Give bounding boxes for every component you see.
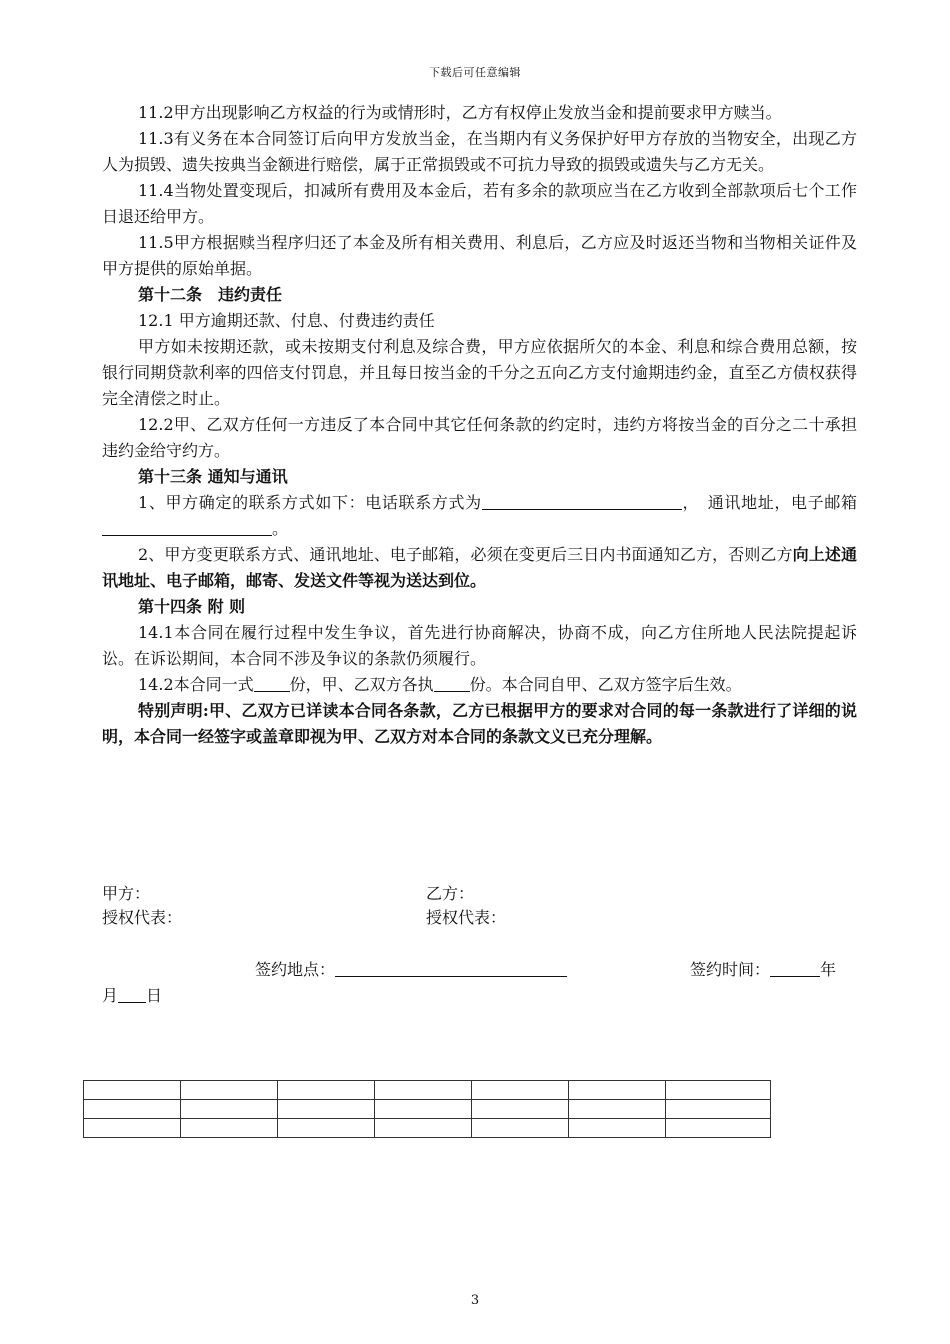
article-14-title: 第十四条 附 则 xyxy=(138,597,246,616)
year-blank[interactable] xyxy=(770,958,820,977)
day-blank[interactable] xyxy=(118,984,146,1003)
clause-13-1-address-label: ， 通讯地址 xyxy=(681,493,775,512)
table-cell[interactable] xyxy=(84,1081,181,1100)
sign-time-row xyxy=(690,958,836,981)
table-cell[interactable] xyxy=(181,1100,278,1119)
clause-13-1-email-label: ，电子邮箱 xyxy=(774,493,857,512)
each-copies-blank[interactable] xyxy=(434,673,470,692)
table-cell[interactable] xyxy=(569,1119,666,1138)
contract-body xyxy=(102,100,857,750)
clause-14-1: 14.1本合同在履行过程中发生争议，首先进行协商解决，协商不成，向乙方住所地人民法院提起诉讼。在诉讼期间，本合同不涉及争议的条款仍须履行。 xyxy=(102,623,857,668)
table-cell[interactable] xyxy=(569,1100,666,1119)
article-13-title: 第十三条 通知与通讯 xyxy=(138,467,288,486)
table-cell[interactable] xyxy=(278,1081,375,1100)
sign-time-label: 签约时间： xyxy=(690,960,771,979)
table-cell[interactable] xyxy=(472,1081,569,1100)
clause-13-1 xyxy=(102,490,857,542)
table-cell[interactable] xyxy=(375,1100,472,1119)
party-a-label: 甲方： xyxy=(102,884,151,903)
clause-12-1-title: 12.1 甲方逾期还款、付息、付费违约责任 xyxy=(138,311,435,330)
table-cell[interactable] xyxy=(472,1119,569,1138)
table-cell[interactable] xyxy=(181,1081,278,1100)
table-row xyxy=(84,1119,771,1138)
clause-14-2-a: 14.2本合同一式 xyxy=(138,675,254,694)
table-cell[interactable] xyxy=(569,1081,666,1100)
clause-13-2-bold: 向上述通讯地址、电子邮箱，邮寄、发送文件等视为送达到位。 xyxy=(102,545,857,590)
phone-blank[interactable] xyxy=(482,491,682,510)
clause-12-2: 12.2甲、乙双方任何一方违反了本合同中其它任何条款的约定时，违约方将按当金的百分之二十承担违约金给守约方。 xyxy=(102,415,857,460)
table-cell[interactable] xyxy=(666,1119,771,1138)
table-cell[interactable] xyxy=(666,1100,771,1119)
clause-14-2-b: 份，甲、乙双方各执 xyxy=(289,675,434,694)
page-header: 下载后可任意编辑 xyxy=(429,66,521,79)
month-day-row xyxy=(102,984,162,1007)
clause-13-2 xyxy=(102,542,857,594)
table-cell[interactable] xyxy=(181,1119,278,1138)
table-cell[interactable] xyxy=(375,1119,472,1138)
day-label: 日 xyxy=(146,986,163,1005)
clause-13-1-phone-label: 1、甲方确定的联系方式如下：电话联系方式为 xyxy=(138,493,482,512)
table-cell[interactable] xyxy=(278,1100,375,1119)
table-cell[interactable] xyxy=(84,1119,181,1138)
sign-place-blank[interactable] xyxy=(335,958,567,977)
month-label: 月 xyxy=(102,986,119,1005)
rep-a-label: 授权代表： xyxy=(102,908,183,927)
clause-13-1-end: 。 xyxy=(272,519,289,538)
clause-11-3: 11.3有义务在本合同签订后向甲方发放当金，在当期内有义务保护好甲方存放的当物安全，出现乙方人为损毁、遗失按典当金额进行赔偿，属于正常损毁或不可抗力导致的损毁或遗失与乙方无关。 xyxy=(102,129,857,174)
sign-place-row xyxy=(255,958,567,981)
year-label: 年 xyxy=(820,960,837,979)
article-12-title: 第十二条 违约责任 xyxy=(138,285,283,304)
table-row xyxy=(84,1100,771,1119)
clause-11-5: 11.5甲方根据赎当程序归还了本金及所有相关费用、利息后，乙方应及时返还当物和当物相关证件及甲方提供的原始单据。 xyxy=(102,233,857,278)
sign-place-label: 签约地点： xyxy=(255,960,336,979)
copies-blank[interactable] xyxy=(254,673,290,692)
clause-11-2: 11.2甲方出现影响乙方权益的行为或情形时，乙方有权停止发放当金和提前要求甲方赎当。 xyxy=(138,103,782,122)
table-cell[interactable] xyxy=(278,1119,375,1138)
table-cell[interactable] xyxy=(375,1081,472,1100)
party-b-label: 乙方： xyxy=(426,884,475,903)
clause-12-1: 甲方如未按期还款，或未按期支付利息及综合费，甲方应依据所欠的本金、利息和综合费用总额，按银行同期贷款利率的四倍支付罚息，并且每日按当金的千分之五向乙方支付逾期违约金，直至乙方债权获得完全清偿之时止。 xyxy=(102,337,857,408)
blank-table xyxy=(83,1080,771,1138)
clause-13-2-text: 2、甲方变更联系方式、通讯地址、电子邮箱，必须在变更后三日内书面通知乙方，否则乙方 xyxy=(138,545,793,564)
email-blank[interactable] xyxy=(102,517,272,536)
table-row xyxy=(84,1081,771,1100)
clause-11-4: 11.4当物处置变现后，扣减所有费用及本金后，若有多余的款项应当在乙方收到全部款项后七个工作日退还给甲方。 xyxy=(102,181,857,226)
clause-14-2 xyxy=(102,672,857,698)
clause-14-2-c: 份。本合同自甲、乙双方签字后生效。 xyxy=(469,675,742,694)
page-number: 3 xyxy=(470,1293,480,1308)
special-statement: 特别声明:甲、乙双方已详读本合同各条款，乙方已根据甲方的要求对合同的每一条款进行了详细的说明，本合同一经签字或盖章即视为甲、乙双方对本合同的条款文义已充分理解。 xyxy=(102,701,857,746)
rep-b-label: 授权代表： xyxy=(426,908,507,927)
table-cell[interactable] xyxy=(666,1081,771,1100)
table-cell[interactable] xyxy=(84,1100,181,1119)
table-cell[interactable] xyxy=(472,1100,569,1119)
